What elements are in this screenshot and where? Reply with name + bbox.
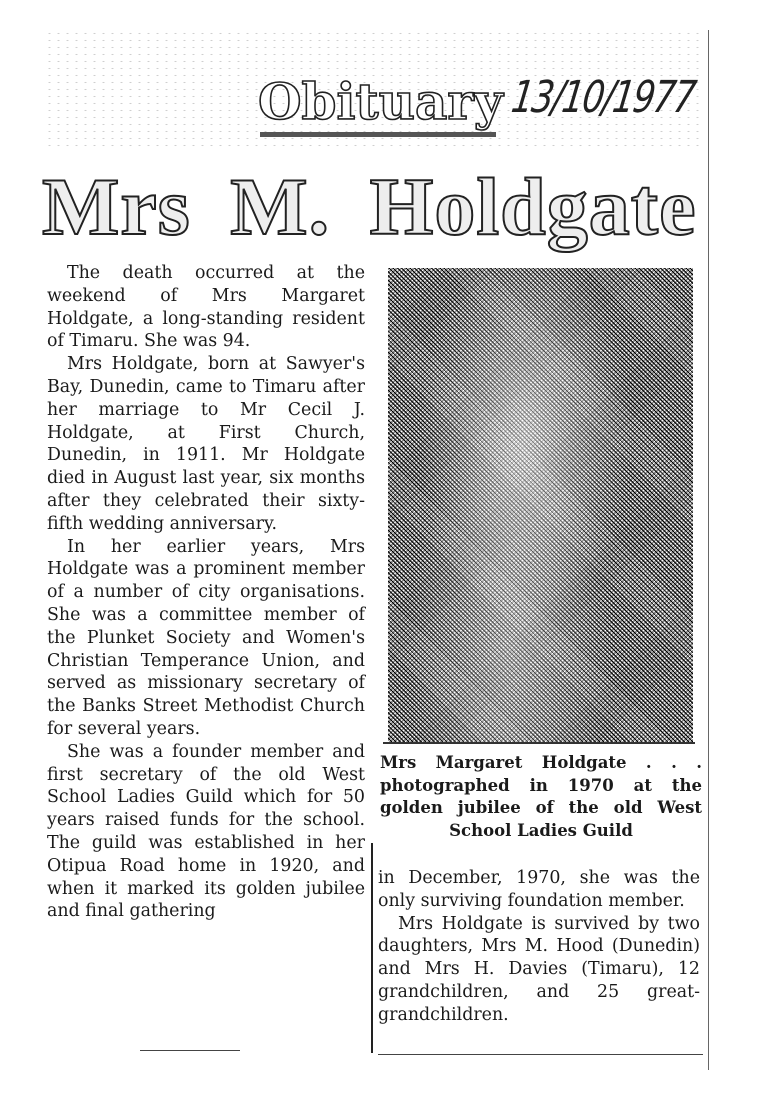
bottom-rule-left bbox=[140, 1050, 240, 1051]
paragraph: She was a founder member and first secretary of the old West School Ladies Guild which for 50 years raised funds for the school. The guild was established in her Otipua Road home in 1920, and when it marked its golden jubilee and final gathering bbox=[47, 741, 365, 922]
photo-caption: Mrs Margaret Holdgate . . . photographed in 1970 at the golden jubilee of the old West School Ladies Guild bbox=[380, 753, 702, 840]
handwritten-date: 13/10/1977 bbox=[508, 72, 698, 123]
portrait-photo bbox=[388, 268, 693, 743]
paragraph: Mrs Holdgate is survived by two daughters, Mrs M. Hood (Dunedin) and Mrs H. Davies (Timaru), 12 grandchildren, and 25 great-grandchildren. bbox=[378, 913, 700, 1025]
headline: Mrs M. Holdgate bbox=[42, 161, 697, 252]
right-column bbox=[378, 867, 700, 1027]
clipping-edge bbox=[708, 30, 709, 1070]
section-label: Obituary bbox=[258, 72, 503, 131]
paragraph: In her earlier years, Mrs Holdgate was a prominent member of a number of city organisations. She was a committee member of the Plunket Society and Women's Christian Temperance Union, and served as missionary secretary of the Banks Street Methodist Church for several years. bbox=[47, 536, 365, 739]
section-underline bbox=[260, 132, 496, 137]
paragraph: The death occurred at the weekend of Mrs Margaret Holdgate, a long-standing resident of Timaru. She was 94. bbox=[47, 263, 365, 352]
paragraph: Mrs Holdgate, born at Sawyer's Bay, Dunedin, came to Timaru after her marriage to Mr Cecil J. Holdgate, at First Church, Dunedin, in 1911. Mr Holdgate died in August last year, six months after they celebrated their sixty-fifth wedding anniversary. bbox=[47, 354, 365, 534]
bottom-rule bbox=[378, 1054, 703, 1055]
photo-rule bbox=[383, 742, 695, 744]
left-column bbox=[47, 262, 365, 923]
paragraph: in December, 1970, she was the only surviving foundation member. bbox=[378, 868, 700, 911]
column-divider bbox=[371, 843, 373, 1053]
